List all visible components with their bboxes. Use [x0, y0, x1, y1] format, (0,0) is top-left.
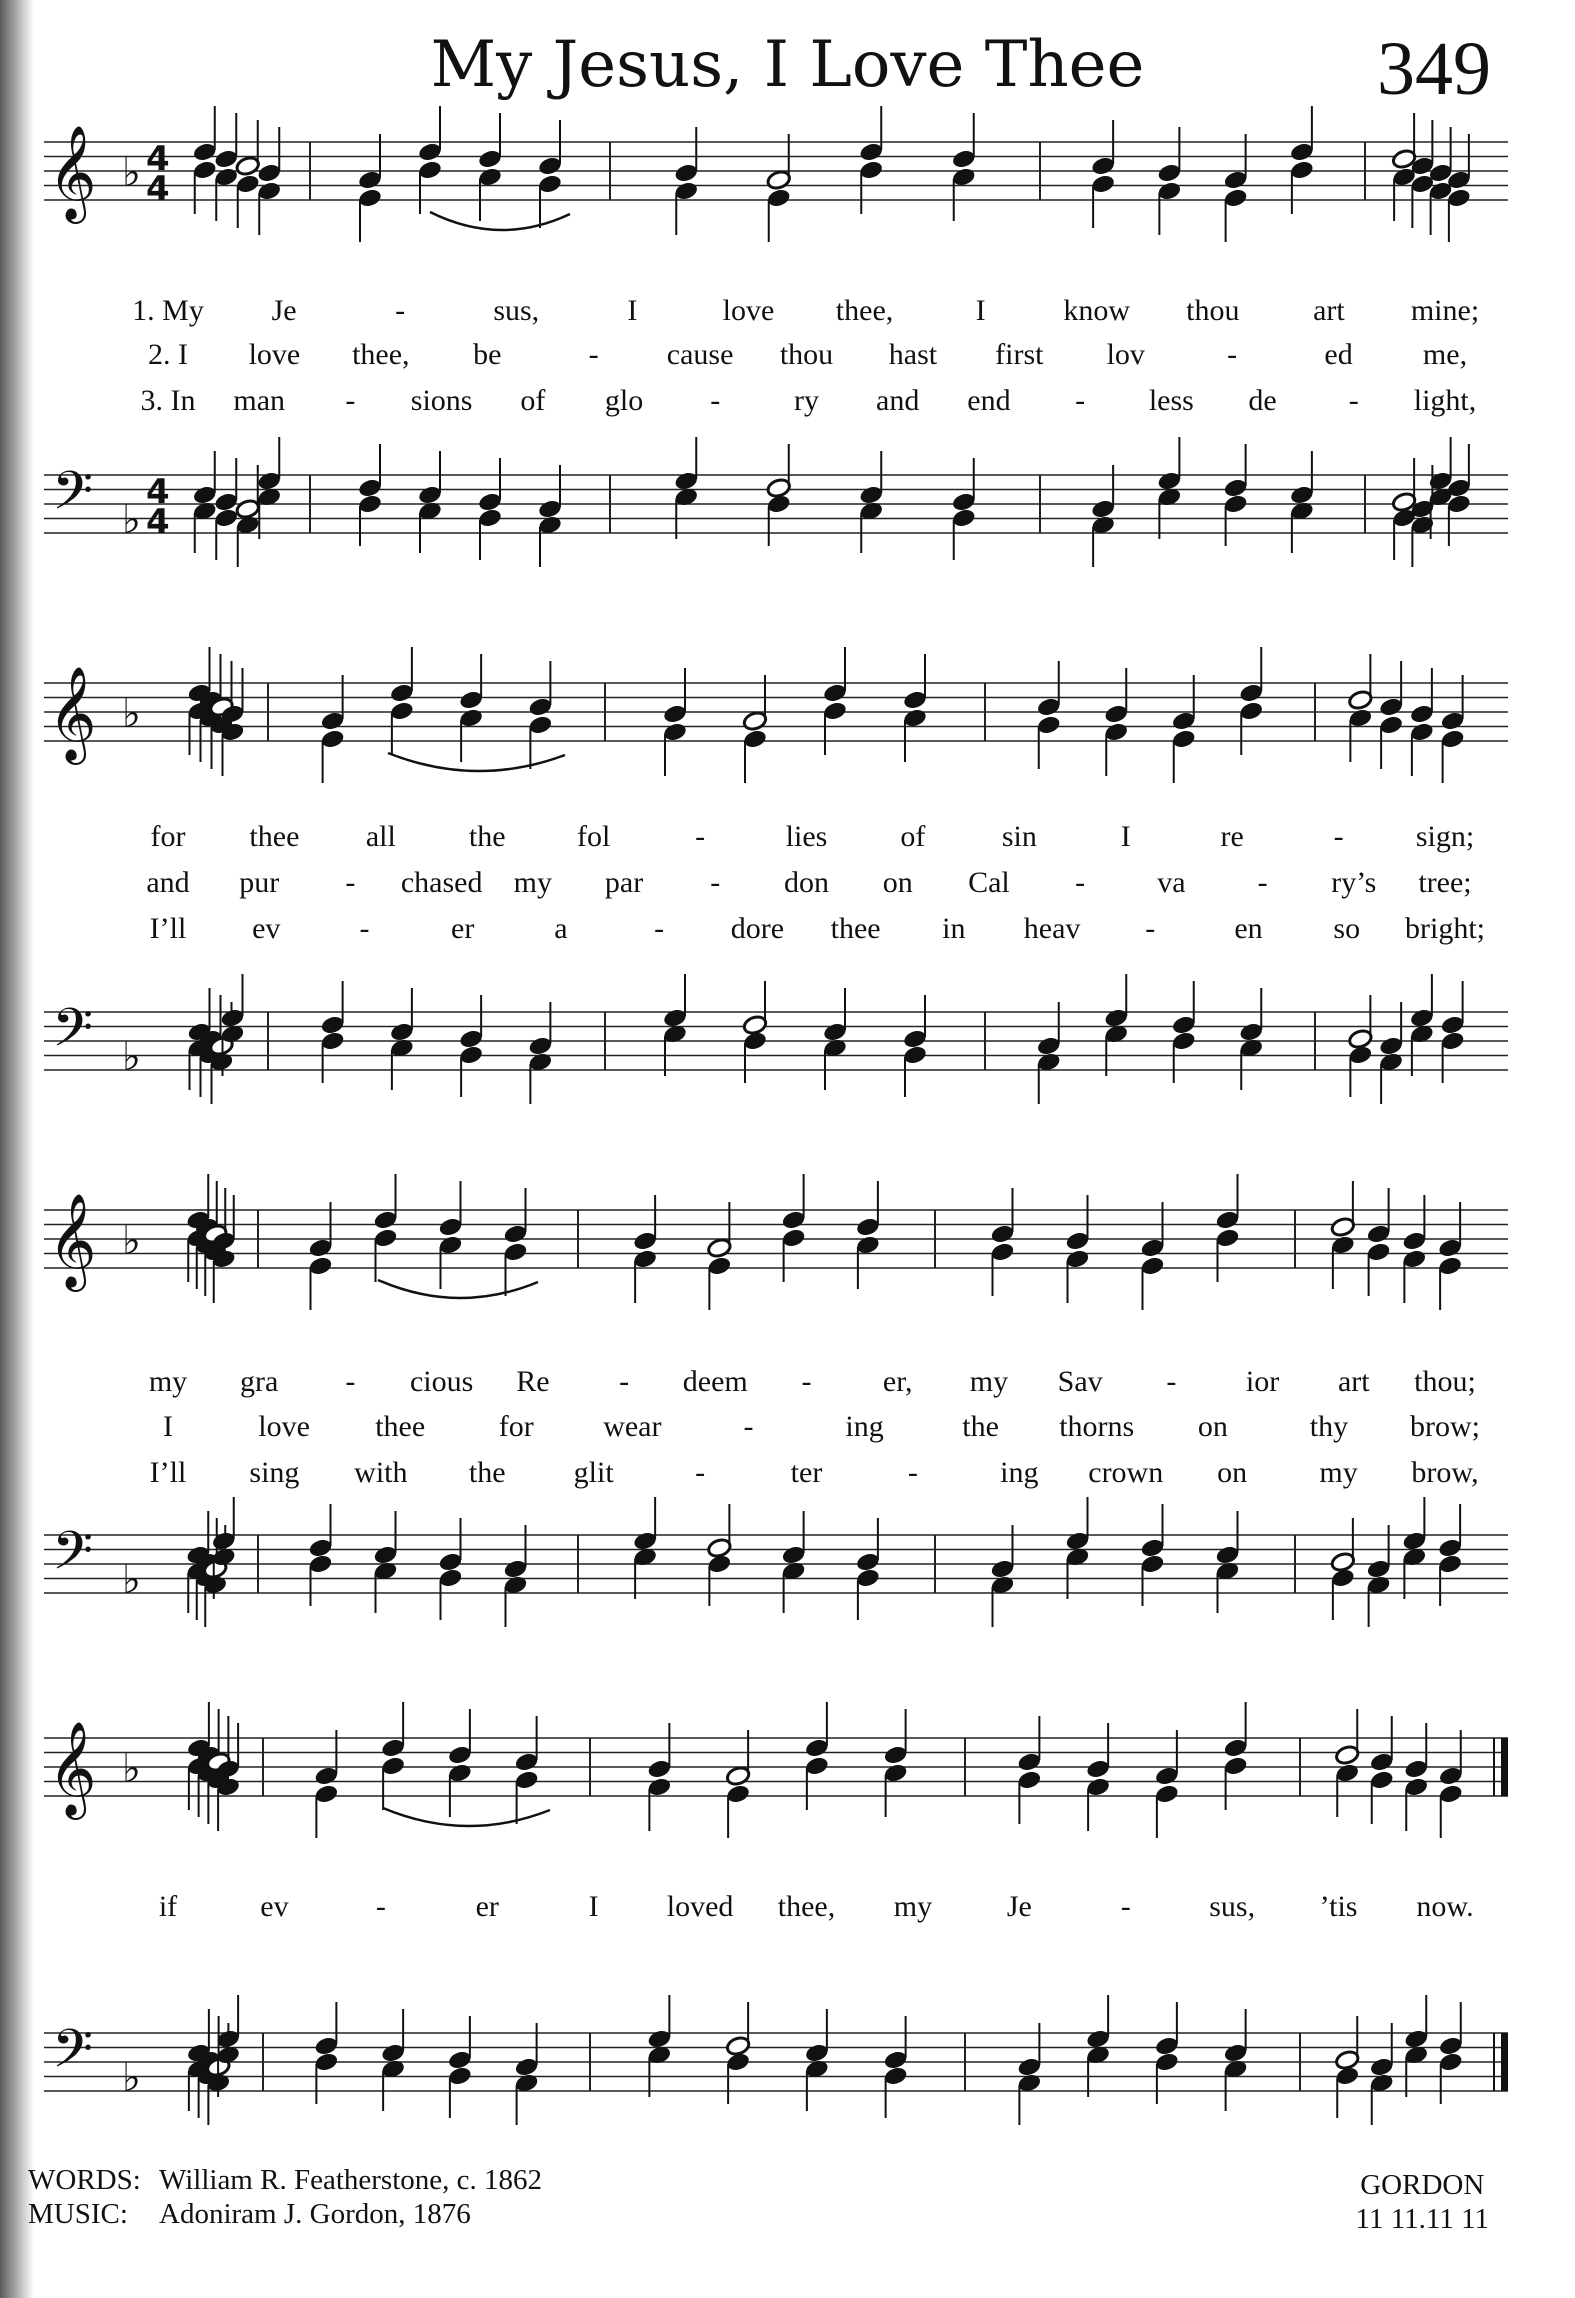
lyric-syllable: I — [1120, 820, 1131, 853]
lyric-syllable: ’tis — [1319, 1890, 1358, 1923]
lyric-syllable: ior — [1245, 1365, 1280, 1398]
lyric-syllable: - — [619, 1365, 630, 1398]
lyric-syllable: - — [1257, 866, 1268, 899]
lyric-syllable: be — [473, 338, 502, 371]
lyric-syllable: ing — [845, 1410, 884, 1443]
lyric-syllable: for — [498, 1410, 534, 1443]
lyric-syllable: thee, — [352, 338, 410, 371]
lyric-line-verse-2 — [148, 338, 1467, 371]
lyric-syllable: lov — [1106, 338, 1145, 371]
lyric-syllable: - — [1120, 1890, 1131, 1923]
lyric-syllable: less — [1148, 384, 1194, 417]
lyric-syllable: - — [1166, 1365, 1177, 1398]
lyric-syllable: - — [1145, 912, 1156, 945]
treble-clef-icon: 𝄞 — [48, 1193, 97, 1288]
lyric-syllable: chased — [400, 866, 483, 899]
lyric-line-verse-3 — [150, 912, 1485, 945]
words-author: William R. Featherstone, c. 1862 — [159, 2164, 543, 2196]
lyric-syllable: in — [942, 912, 966, 945]
lyric-syllable: sus, — [493, 294, 540, 327]
lyric-syllable: Sav — [1057, 1365, 1103, 1398]
lyric-syllable: sions — [410, 384, 473, 417]
lyric-syllable: bright; — [1405, 912, 1485, 945]
final-barline-thick — [1501, 2033, 1508, 2091]
lyric-syllable: ter — [790, 1456, 823, 1489]
lyric-syllable: thee, — [777, 1890, 836, 1923]
flat-sign-icon: ♭ — [122, 1034, 141, 1080]
lyric-syllable: first — [995, 338, 1044, 371]
lyric-syllable: - — [695, 820, 706, 853]
lyric-syllable: light, — [1413, 384, 1477, 417]
lyric-line-verse-1 — [149, 1365, 1476, 1398]
bass-clef-icon: 𝄢 — [52, 461, 94, 535]
lyric-syllable: Je — [1006, 1890, 1032, 1923]
lyric-syllable: cious — [409, 1365, 474, 1398]
music-credit — [28, 2197, 542, 2231]
tune-info — [1356, 2168, 1489, 2236]
lyric-syllable: fol — [577, 820, 611, 853]
lyric-syllable: thee — [249, 820, 300, 853]
bass-clef-icon: 𝄢 — [52, 998, 94, 1072]
lyric-syllable: on — [882, 866, 913, 899]
lyric-syllable: ry’s — [1331, 866, 1377, 899]
lyric-syllable: thee — [375, 1410, 426, 1443]
slur — [388, 753, 565, 771]
lyric-syllable: glit — [573, 1456, 614, 1489]
lyric-syllable: thou; — [1414, 1365, 1476, 1398]
lyric-syllable: - — [743, 1410, 754, 1443]
lyric-syllable: deem — [682, 1365, 748, 1398]
lyric-syllable: brow, — [1411, 1456, 1479, 1489]
lyric-syllable: de — [1248, 384, 1277, 417]
flat-sign-icon: ♭ — [122, 497, 141, 543]
lyric-syllable: sign; — [1415, 820, 1475, 853]
lyric-syllable: my — [148, 1365, 188, 1398]
flat-sign-icon: ♭ — [122, 1218, 141, 1264]
time-signature-denominator: 4 — [146, 169, 170, 209]
lyric-syllable: - — [1227, 338, 1238, 371]
flat-sign-icon: ♭ — [122, 691, 141, 737]
lyric-syllable: er, — [882, 1365, 913, 1398]
final-barline-thick — [1501, 1738, 1508, 1796]
lyric-syllable: 1. My — [132, 294, 204, 327]
lyric-syllable: ev — [260, 1890, 289, 1923]
lyric-syllable: on — [1197, 1410, 1228, 1443]
lyric-syllable: pur — [239, 866, 280, 899]
lyric-syllable: know — [1063, 294, 1131, 327]
lyric-syllable: - — [1075, 866, 1086, 899]
lyric-syllable: thee — [830, 912, 881, 945]
lyric-syllable: I’ll — [149, 1456, 187, 1489]
slur — [430, 212, 570, 230]
words-label: WORDS: — [28, 2164, 141, 2196]
lyric-syllable: - — [1348, 384, 1359, 417]
lyric-syllable: - — [654, 912, 665, 945]
lyric-syllable: love — [248, 338, 301, 371]
lyric-syllable: va — [1157, 866, 1186, 899]
lyric-syllable: ry — [794, 384, 819, 417]
music-label: MUSIC: — [28, 2198, 128, 2230]
lyric-syllable: thy — [1309, 1410, 1349, 1443]
lyric-syllable: I — [975, 294, 986, 327]
lyric-syllable: my — [969, 1365, 1009, 1398]
lyric-syllable: - — [710, 384, 721, 417]
music-composer: Adoniram J. Gordon, 1876 — [159, 2198, 471, 2230]
lyric-syllable: 2. I — [148, 338, 188, 371]
lyric-syllable: tree; — [1418, 866, 1472, 899]
lyric-syllable: if — [158, 1890, 178, 1923]
lyric-syllable: er — [451, 912, 475, 945]
lyric-syllable: I — [163, 1410, 173, 1443]
lyric-syllable: sing — [249, 1456, 300, 1489]
lyric-syllable: gra — [240, 1365, 279, 1398]
lyric-line-verse-2 — [163, 1410, 1480, 1443]
lyric-syllable: sus, — [1209, 1890, 1256, 1923]
lyric-syllable: - — [695, 1456, 706, 1489]
lyric-syllable: sin — [1001, 820, 1037, 853]
lyric-syllable: - — [395, 294, 406, 327]
treble-clef-icon: 𝄞 — [48, 125, 97, 220]
slur — [383, 1808, 550, 1826]
lyric-syllable: ev — [252, 912, 281, 945]
lyric-syllable: ed — [1324, 338, 1353, 371]
lyric-syllable: the — [962, 1410, 999, 1443]
lyric-syllable: the — [468, 820, 506, 853]
lyric-syllable: and — [146, 866, 190, 899]
lyric-syllable: en — [1234, 912, 1263, 945]
lyric-syllable: loved — [666, 1890, 734, 1923]
lyric-syllable: I’ll — [149, 912, 187, 945]
lyric-syllable: - — [1075, 384, 1086, 417]
lyric-line-verse-1 — [151, 820, 1475, 853]
lyric-syllable: - — [345, 866, 356, 899]
bass-staff — [44, 1012, 1508, 1070]
lyric-syllable: with — [354, 1456, 408, 1489]
lyric-syllable: Je — [271, 294, 297, 327]
lyric-syllable: - — [359, 912, 370, 945]
lyric-line-verse-1 — [159, 1890, 1474, 1923]
time-signature-denominator: 4 — [146, 502, 170, 542]
flat-sign-icon: ♭ — [122, 2055, 141, 2101]
treble-staff — [44, 1210, 1508, 1268]
treble-staff — [44, 683, 1508, 741]
lyric-syllable: - — [375, 1890, 386, 1923]
lyric-syllable: my — [513, 866, 553, 899]
lyric-syllable: of — [900, 820, 926, 853]
lyric-syllable: thorns — [1059, 1410, 1135, 1443]
lyric-syllable: ing — [1000, 1456, 1039, 1489]
lyric-syllable: my — [1319, 1456, 1358, 1489]
lyric-syllable: art — [1337, 1365, 1370, 1398]
lyric-line-verse-1 — [132, 294, 1479, 327]
lyric-syllable: mine; — [1410, 294, 1480, 327]
lyric-syllable: Re — [516, 1365, 550, 1398]
lyric-syllable: Cal — [968, 866, 1010, 899]
lyric-syllable: cause — [666, 338, 734, 371]
lyric-syllable: hast — [888, 338, 938, 371]
lyric-syllable: - — [345, 384, 356, 417]
lyric-syllable: art — [1313, 294, 1345, 327]
lyric-syllable: of — [520, 384, 546, 417]
lyric-syllable: wear — [603, 1410, 662, 1443]
tune-meter: 11 11.11 11 — [1355, 2203, 1489, 2235]
tune-name: GORDON — [1360, 2169, 1485, 2201]
lyric-syllable: - — [588, 338, 599, 371]
lyric-syllable: end — [967, 384, 1011, 417]
lyric-syllable: don — [784, 866, 829, 899]
lyric-syllable: my — [893, 1890, 933, 1923]
flat-sign-icon: ♭ — [122, 150, 141, 196]
lyric-syllable: par — [604, 866, 644, 899]
lyric-syllable: I — [627, 294, 638, 327]
lyric-syllable: so — [1333, 912, 1361, 945]
lyric-syllable: glo — [604, 384, 644, 417]
lyric-syllable: thee, — [835, 294, 894, 327]
hymn-number: 349 — [1377, 27, 1491, 111]
treble-clef-icon: 𝄞 — [48, 1721, 97, 1816]
lyric-line-verse-2 — [146, 866, 1471, 899]
lyric-syllable: lies — [785, 820, 828, 853]
words-credit — [28, 2163, 542, 2197]
lyric-syllable: thou — [1186, 294, 1240, 327]
slur — [378, 1280, 538, 1298]
lyric-syllable: - — [1333, 820, 1344, 853]
flat-sign-icon: ♭ — [122, 1746, 141, 1792]
time-signature-numerator: 4 — [146, 139, 170, 179]
bass-clef-icon: 𝄢 — [52, 1521, 94, 1595]
lyric-syllable: er — [475, 1890, 499, 1923]
lyric-syllable: dore — [730, 912, 785, 945]
lyric-syllable: heav — [1023, 912, 1081, 945]
time-signature-numerator: 4 — [146, 472, 170, 512]
lyric-syllable: I — [588, 1890, 599, 1923]
lyric-syllable: - — [710, 866, 721, 899]
lyric-syllable: re — [1220, 820, 1244, 853]
lyric-syllable: love — [258, 1410, 310, 1443]
lyric-syllable: man — [233, 384, 286, 417]
lyric-line-verse-3 — [141, 384, 1477, 417]
lyric-syllable: all — [365, 820, 396, 853]
lyric-syllable: - — [345, 1365, 356, 1398]
lyric-syllable: crown — [1088, 1456, 1164, 1489]
credits — [28, 2163, 542, 2231]
lyric-syllable: 3. In — [140, 384, 196, 417]
lyric-syllable: a — [554, 912, 568, 945]
flat-sign-icon: ♭ — [122, 1557, 141, 1603]
lyric-syllable: thou — [779, 338, 834, 371]
lyric-syllable: - — [801, 1365, 812, 1398]
lyric-syllable: on — [1217, 1456, 1248, 1489]
lyric-line-verse-3 — [150, 1456, 1479, 1489]
lyric-syllable: - — [907, 1456, 918, 1489]
lyric-syllable: for — [150, 820, 186, 853]
hymn-title: My Jesus, I Love Thee — [430, 28, 1145, 102]
lyric-syllable: love — [722, 294, 775, 327]
lyric-syllable: and — [876, 384, 920, 417]
treble-clef-icon: 𝄞 — [48, 666, 97, 761]
lyric-syllable: now. — [1416, 1890, 1474, 1923]
bass-staff — [44, 1535, 1508, 1593]
lyric-syllable: brow; — [1410, 1410, 1480, 1443]
bass-clef-icon: 𝄢 — [52, 2019, 94, 2093]
lyric-syllable: me, — [1422, 338, 1468, 371]
lyric-syllable: the — [468, 1456, 506, 1489]
